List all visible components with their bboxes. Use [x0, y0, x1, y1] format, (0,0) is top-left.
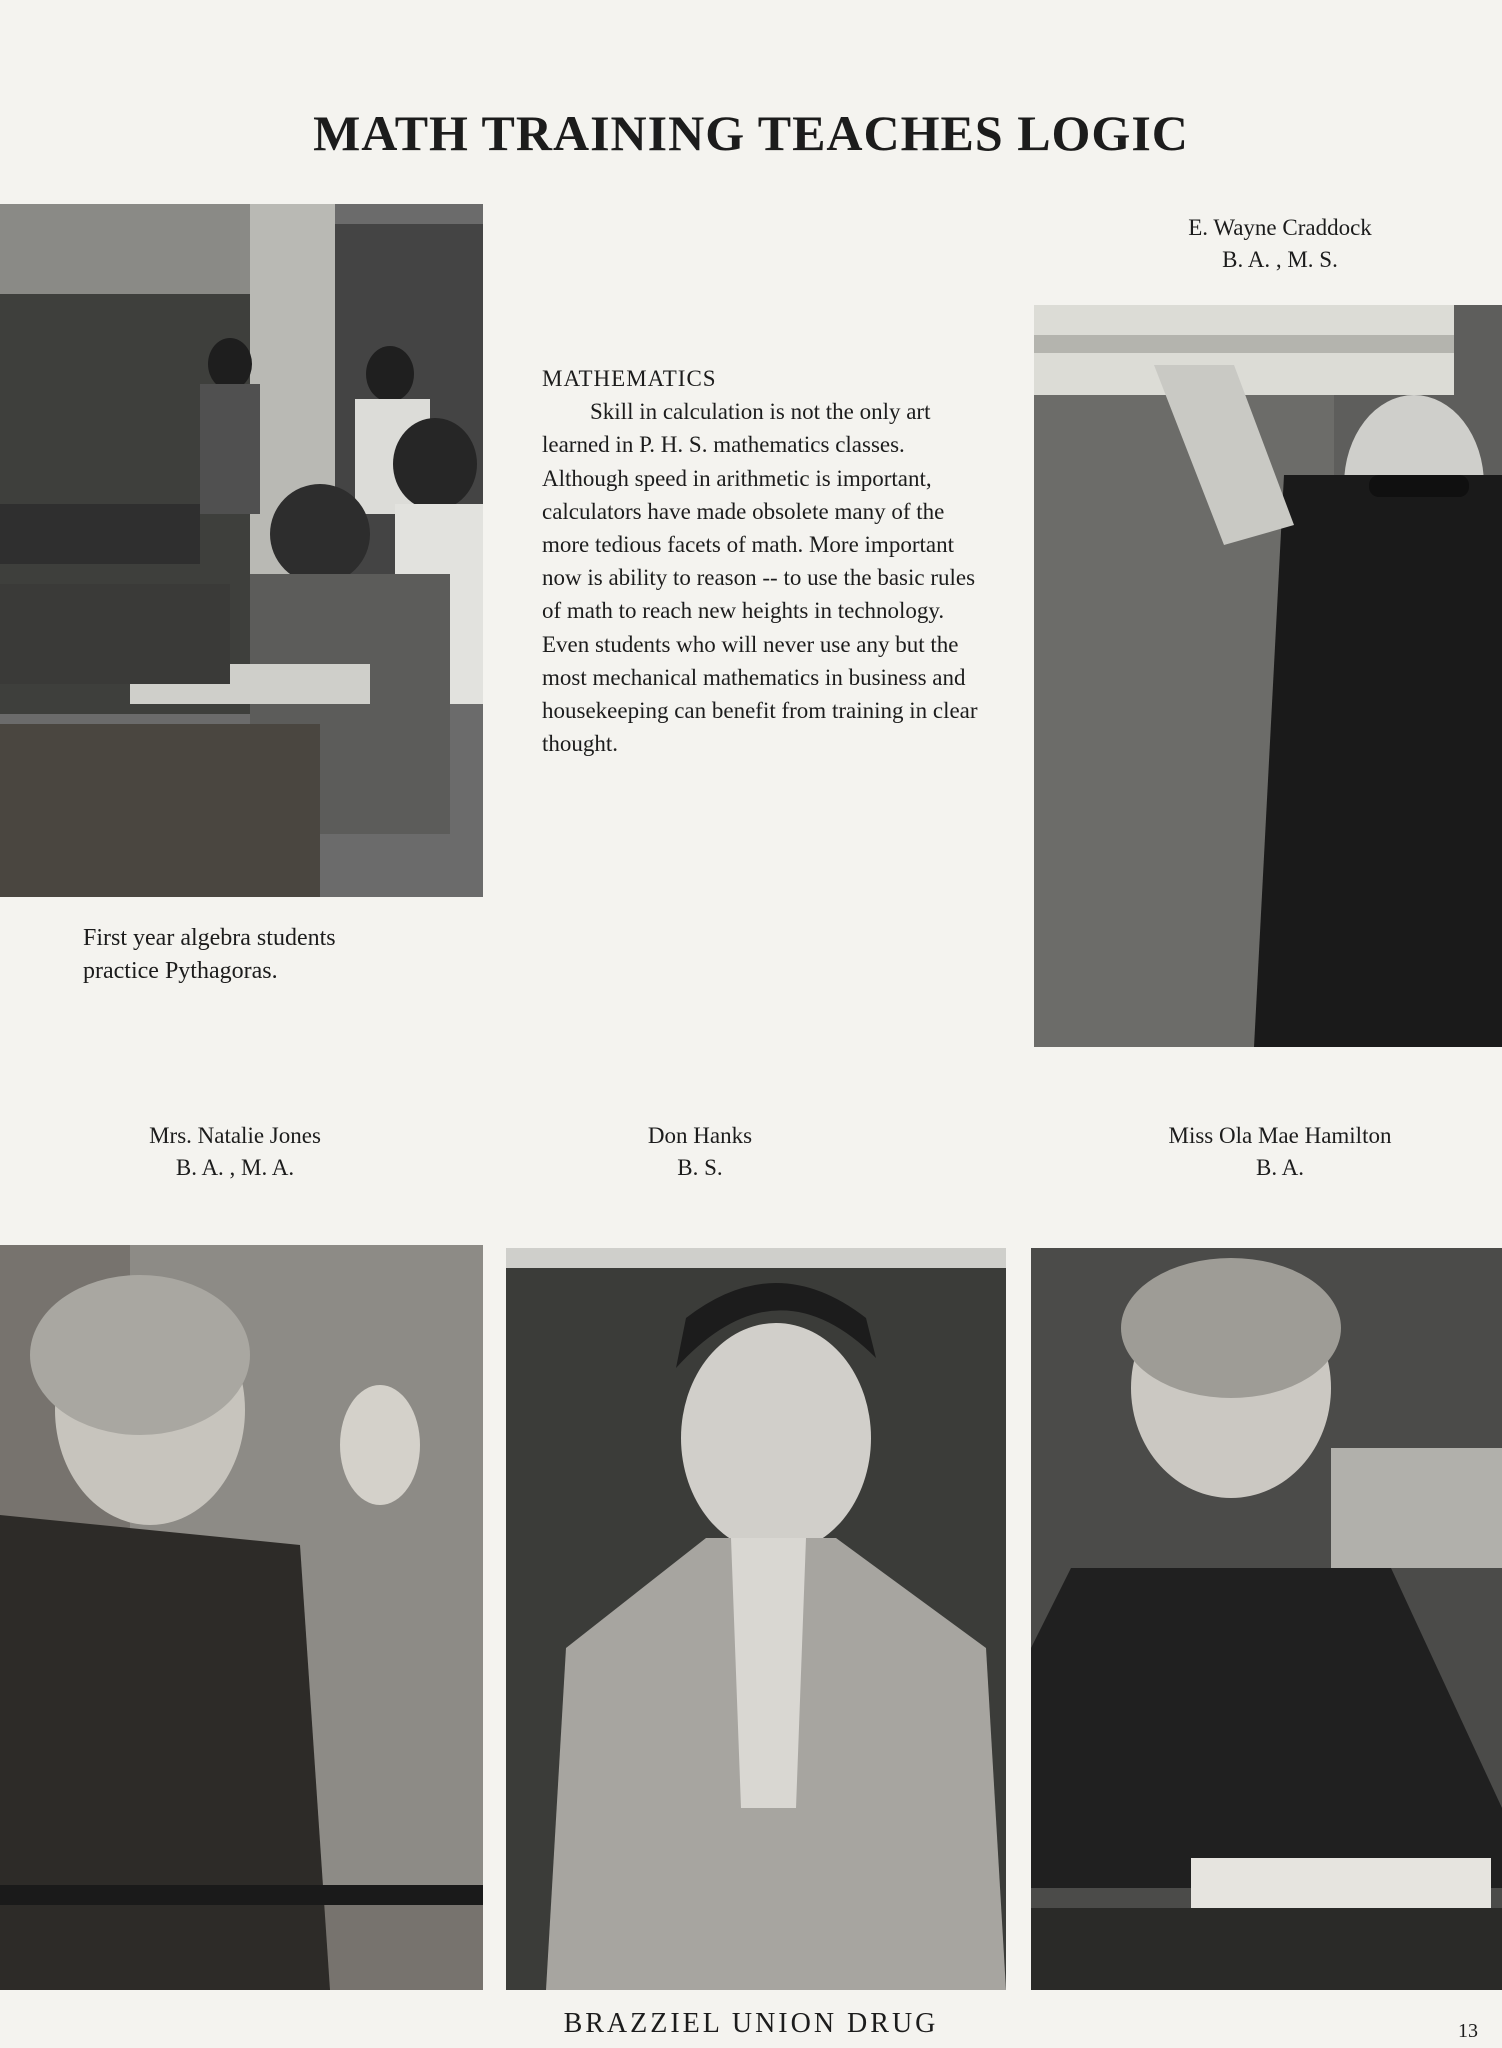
- faculty-degrees: B. A.: [1256, 1155, 1304, 1180]
- classroom-caption: First year algebra students practice Pythagoras.: [83, 925, 336, 984]
- faculty-name: Mrs. Natalie Jones: [149, 1123, 321, 1148]
- page-title: MATH TRAINING TEACHES LOGIC: [313, 105, 1189, 161]
- faculty-caption-craddock: [1110, 212, 1450, 276]
- page-number: 13: [1458, 2020, 1478, 2042]
- jones-photo: [0, 1245, 483, 1990]
- faculty-caption-hanks: [600, 1120, 800, 1184]
- faculty-name: E. Wayne Craddock: [1188, 215, 1372, 240]
- article: [542, 362, 992, 760]
- article-body: Skill in calculation is not the only art learned in P. H. S. mathematics classes. Although speed in arithmetic is important, calculators have made obsolete many of the more tedious facets of math. More important now is ability to reason -- to use the basic rules of math to reach new heights in technology. Even students who will never use any but the most mechanical mathematics in business and housekeeping can benefit from training in clear thought.: [542, 399, 978, 757]
- faculty-caption-jones: [90, 1120, 380, 1184]
- faculty-degrees: B. A. , M. A.: [175, 1155, 295, 1180]
- classroom-photo: [0, 204, 483, 897]
- faculty-degrees: B. A. , M. S.: [1222, 247, 1338, 272]
- faculty-degrees: B. S.: [677, 1155, 723, 1180]
- faculty-name: Miss Ola Mae Hamilton: [1168, 1123, 1392, 1148]
- sponsor-footer: BRAZZIEL UNION DRUG: [563, 2008, 939, 2039]
- faculty-caption-hamilton: [1115, 1120, 1445, 1184]
- faculty-name: Don Hanks: [647, 1123, 753, 1148]
- article-heading: MATHEMATICS: [542, 366, 717, 391]
- hamilton-photo: [1031, 1248, 1502, 1990]
- craddock-photo: [1034, 305, 1502, 1047]
- hanks-photo: [506, 1248, 1006, 1990]
